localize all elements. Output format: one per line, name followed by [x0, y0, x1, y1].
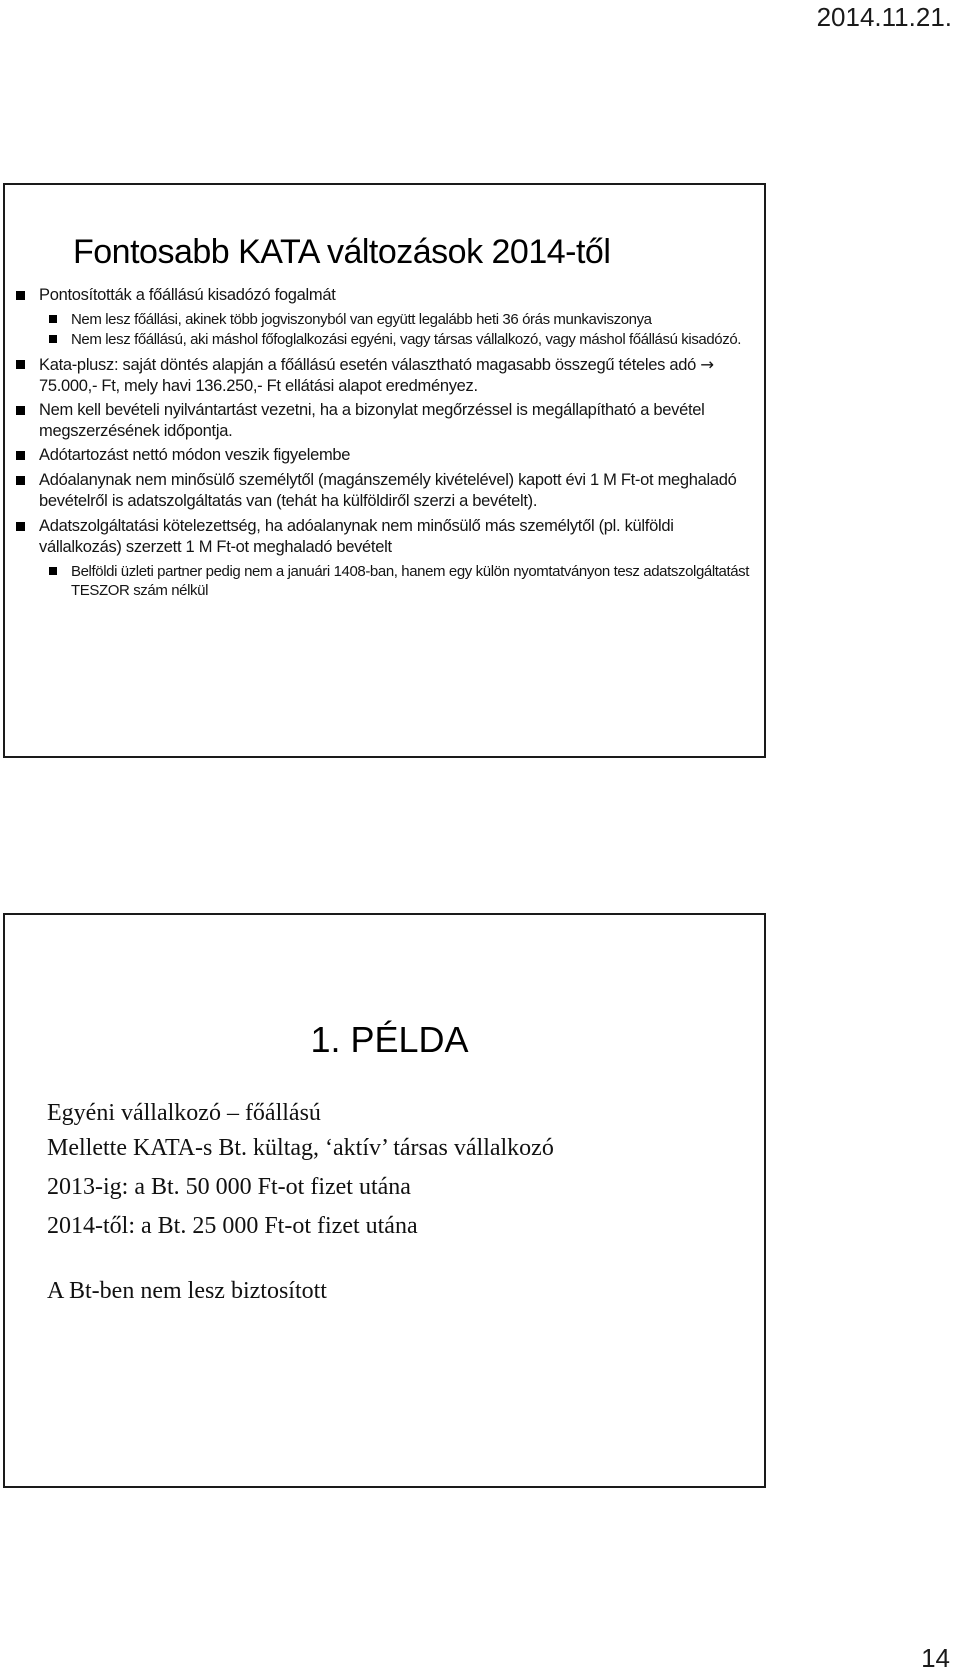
example-line: Egyéni vállalkozó – főállású: [47, 1100, 321, 1126]
example-line: A Bt-ben nem lesz biztosított: [47, 1278, 327, 1304]
page-number: 14: [921, 1643, 950, 1673]
page-date: 2014.11.21.: [816, 2, 952, 32]
example-line: Mellette KATA-s Bt. kültag, ‘aktív’ társas vállalkozó: [47, 1135, 554, 1161]
bullet-text: Nem kell bevételi nyilvántartást vezetni, ha a bizonylat megőrzéssel is megállapítható a bevétel megszerzésének időpontja.: [39, 401, 705, 440]
bullet-text: Nem lesz főállású, aki máshol főfoglalkozási egyéni, vagy társas vállalkozó, vagy máshol főállású kisadózó.: [71, 331, 742, 348]
square-bullet-icon: [16, 476, 25, 485]
square-bullet-icon: [49, 567, 57, 575]
sub-bullet-item: [15, 330, 755, 349]
example-line: 2014-től: a Bt. 25 000 Ft-ot fizet utána: [47, 1213, 418, 1239]
slide-kata-changes: [3, 183, 766, 758]
right-arrow-icon: →: [700, 355, 714, 374]
bullet-text: Adótartozást nettó módon veszik figyelembe: [39, 446, 351, 464]
bullet-list: [15, 285, 755, 601]
slide-example-1: [3, 913, 766, 1488]
bullet-text: Belföldi üzleti partner pedig nem a januári 1408-ban, hanem egy külön nyomtatványon tesz adatszolgáltatást TESZOR szám nélkül: [71, 563, 750, 599]
bullet-item: [15, 470, 755, 512]
sub-bullet-item: [15, 310, 755, 329]
square-bullet-icon: [16, 406, 25, 415]
sub-bullet-item: [15, 562, 755, 600]
bullet-item: [15, 516, 755, 558]
bullet-text: Kata-plusz: saját döntés alapján a főállású esetén választható magasabb összegű tételes adó: [39, 356, 696, 374]
square-bullet-icon: [16, 522, 25, 531]
square-bullet-icon: [16, 291, 25, 300]
bullet-text: Adatszolgáltatási kötelezettség, ha adóalanynak nem minősülő más személytől (pl. külföldi vállalkozás) szerzett 1 M Ft-ot meghaladó bevételt: [39, 517, 674, 556]
bullet-item: [15, 445, 755, 466]
bullet-item: [15, 285, 755, 306]
square-bullet-icon: [16, 360, 25, 369]
bullet-item: [15, 400, 755, 442]
bullet-text: Adóalanynak nem minősülő személytől (magánszemély kivételével) kapott évi 1 M Ft-ot meghaladó bevételről is adatszolgáltatás van (tehát ha külföldiről szerzi a bevételt).: [39, 471, 737, 510]
bullet-text: Nem lesz főállási, akinek több jogviszonyból van együtt legalább heti 36 órás munkaviszonya: [71, 311, 652, 328]
bullet-item: [15, 354, 755, 397]
square-bullet-icon: [49, 315, 57, 323]
slide-title: Fontosabb KATA változások 2014-től: [73, 233, 611, 271]
square-bullet-icon: [49, 335, 57, 343]
bullet-text: 75.000,- Ft, mely havi 136.250,- Ft ellátási alapot eredményez.: [39, 377, 478, 395]
example-text-block: [47, 1100, 747, 1305]
bullet-text: Pontosították a főállású kisadózó fogalmát: [39, 286, 336, 304]
square-bullet-icon: [16, 451, 25, 460]
example-line: 2013-ig: a Bt. 50 000 Ft-ot fizet utána: [47, 1174, 411, 1200]
slide-title: 1. PÉLDA: [310, 1019, 469, 1060]
